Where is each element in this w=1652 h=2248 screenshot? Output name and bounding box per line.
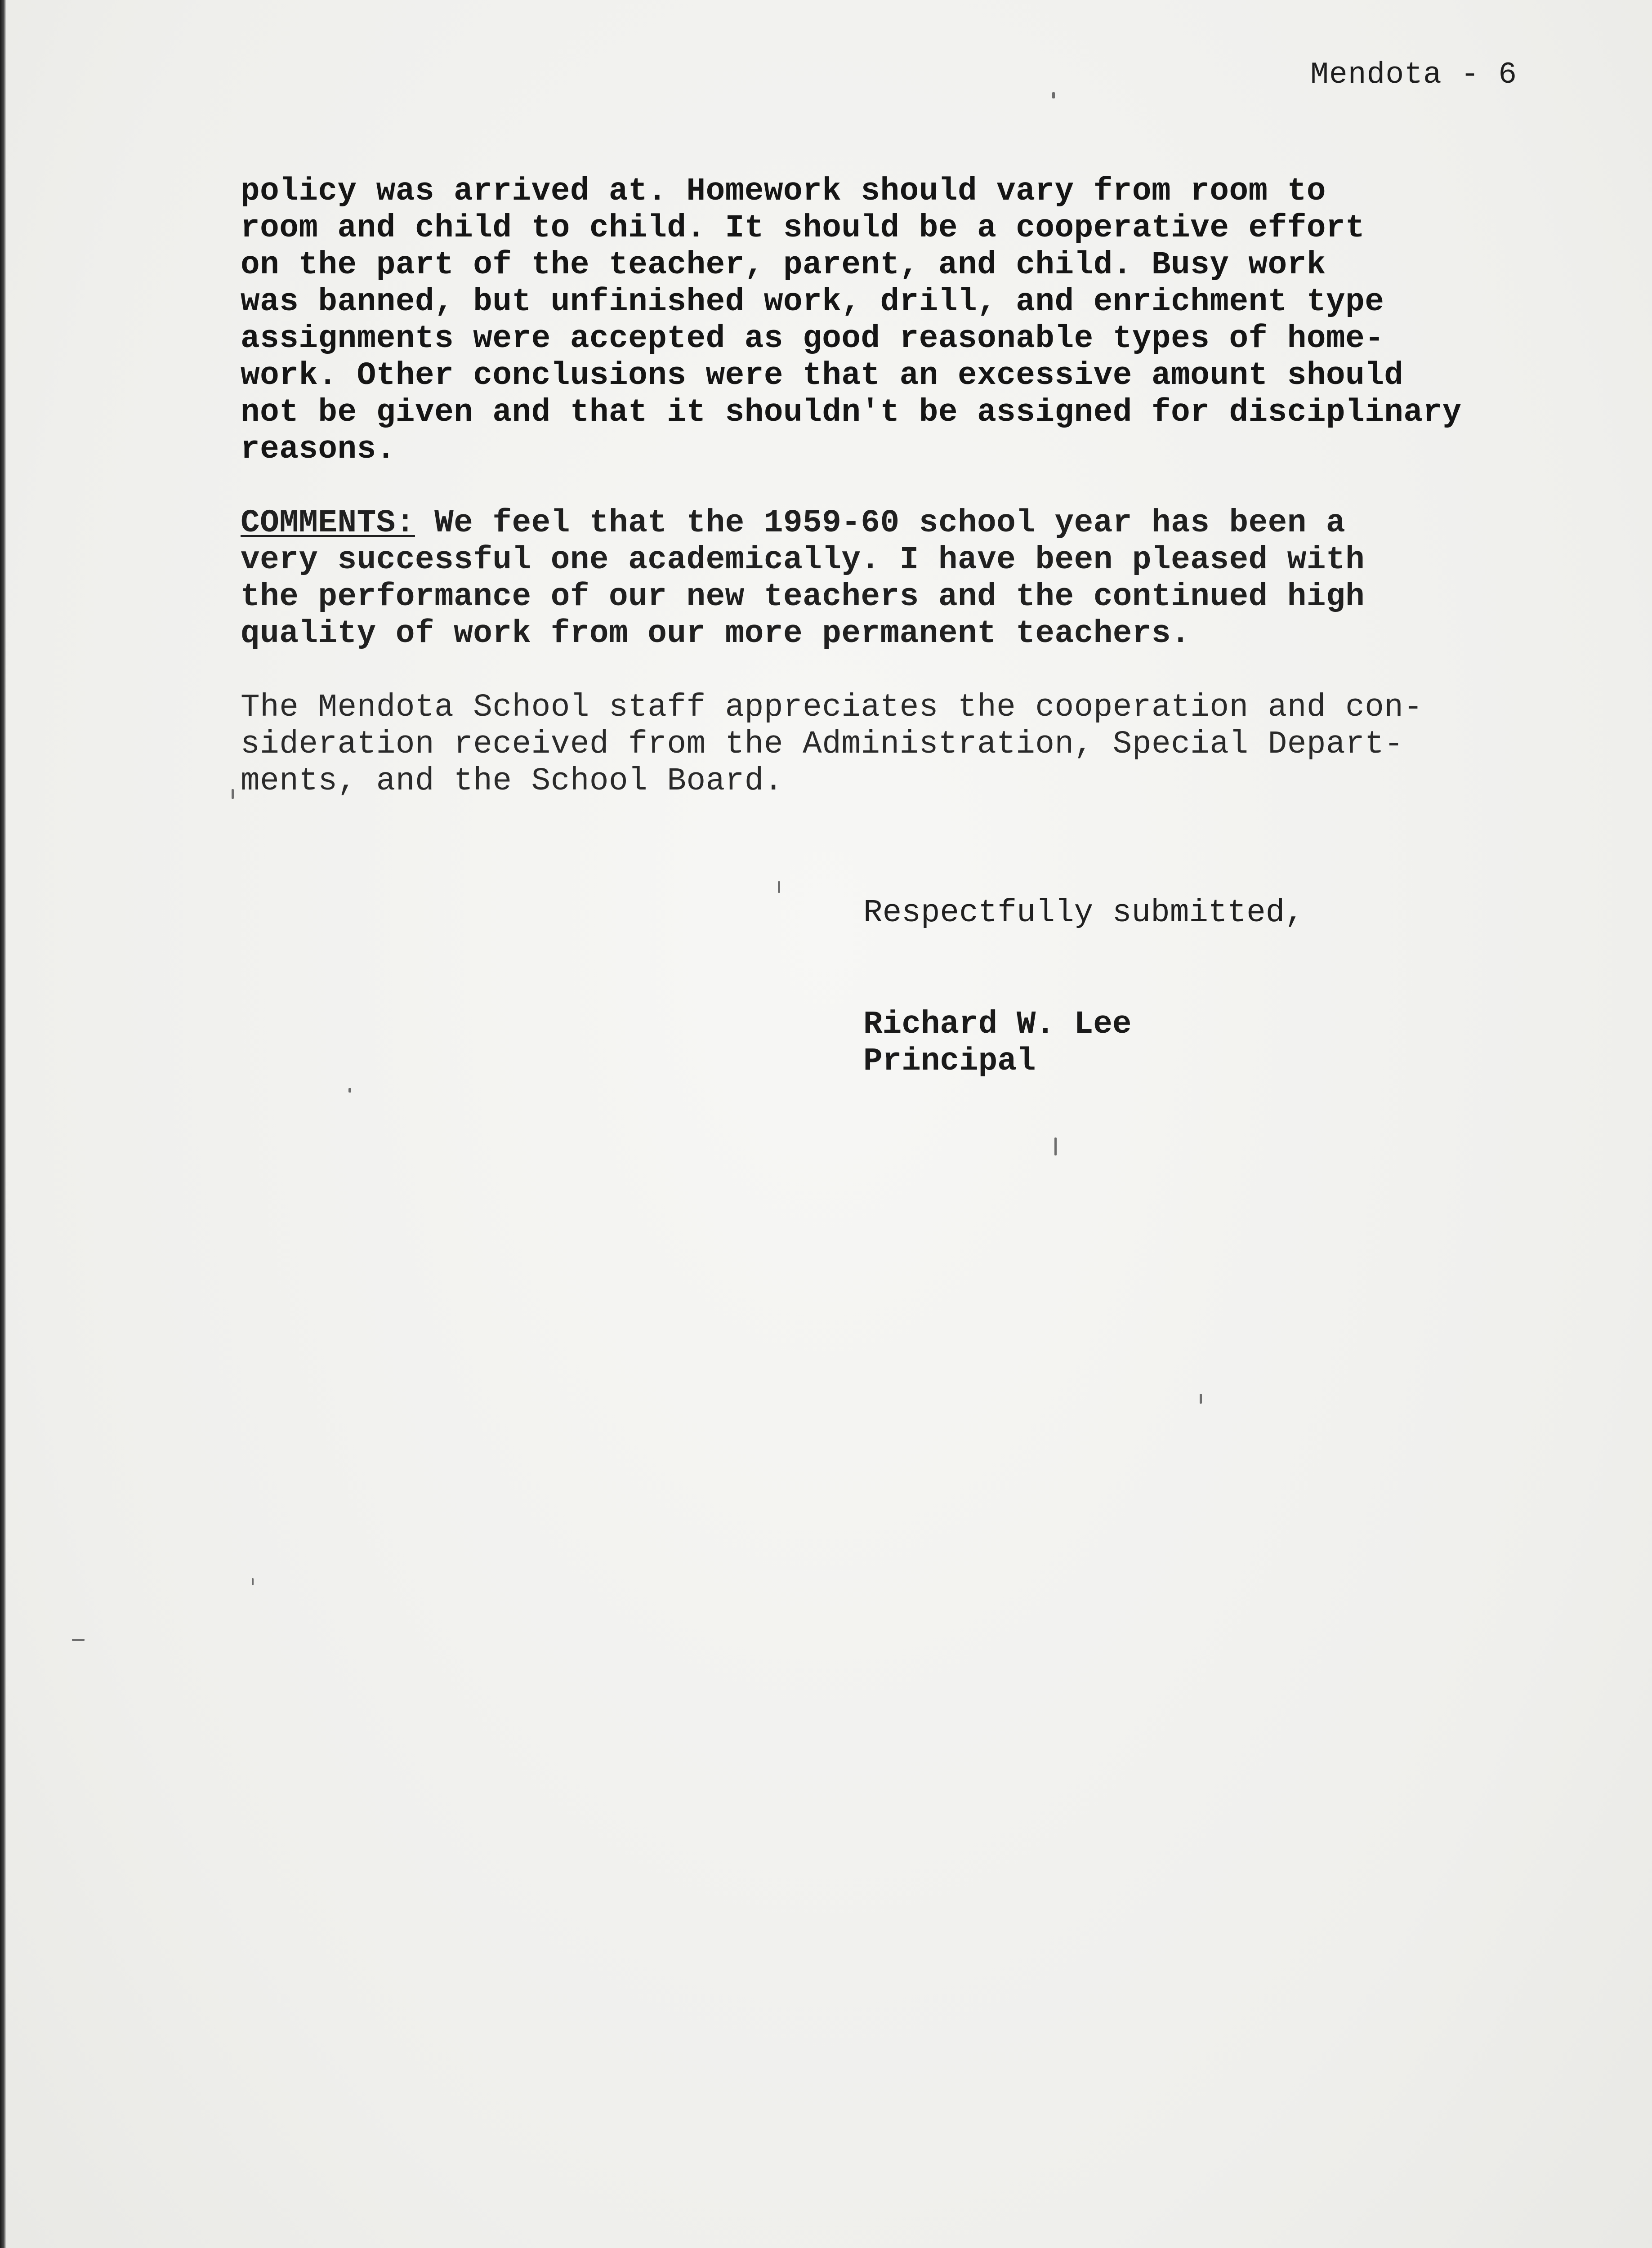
scan-speck — [252, 1578, 254, 1585]
scan-speck — [1054, 1137, 1057, 1155]
body-text — [241, 173, 1612, 800]
page-header-label: Mendota - 6 — [1310, 58, 1517, 92]
signature-block — [863, 1006, 1132, 1080]
closing-line: Respectfully submitted, — [863, 895, 1304, 931]
signature-name: Richard W. Lee — [863, 1007, 1132, 1043]
scan-speck — [72, 1639, 85, 1641]
scan-speck — [778, 881, 780, 893]
scan-edge-shadow — [0, 0, 6, 2248]
comments-label: COMMENTS: — [241, 505, 415, 541]
scan-speck — [1052, 92, 1055, 98]
paragraph-homework-policy: policy was arrived at. Homework should vary from room to room and child to child. It should be a cooperative effort on the part of the teacher, parent, and child. Busy work was banned, but unfinished work, drill, and enrichment type assignments were accepted as good reasonable types of home- work. Other conclusions were that an excessive amount should not be given and that it shouldn't be assigned for disciplinary reasons. — [241, 174, 1462, 468]
scan-speck — [1200, 1394, 1202, 1404]
signature-title: Principal — [863, 1044, 1036, 1079]
scan-speck — [232, 789, 234, 799]
comments-text: We feel that the 1959-60 school year has been a very successful one academically. I have been pleased with the performance of our new teachers and the continued high quality of work from our more permanent teachers. — [241, 505, 1365, 652]
paragraph-comments — [241, 505, 1612, 652]
scan-speck — [348, 1088, 351, 1093]
paragraph-staff-appreciation: The Mendota School staff appreciates the cooperation and con- sideration received from the Administration, Special Depart- ments, and the School Board. — [241, 690, 1423, 799]
